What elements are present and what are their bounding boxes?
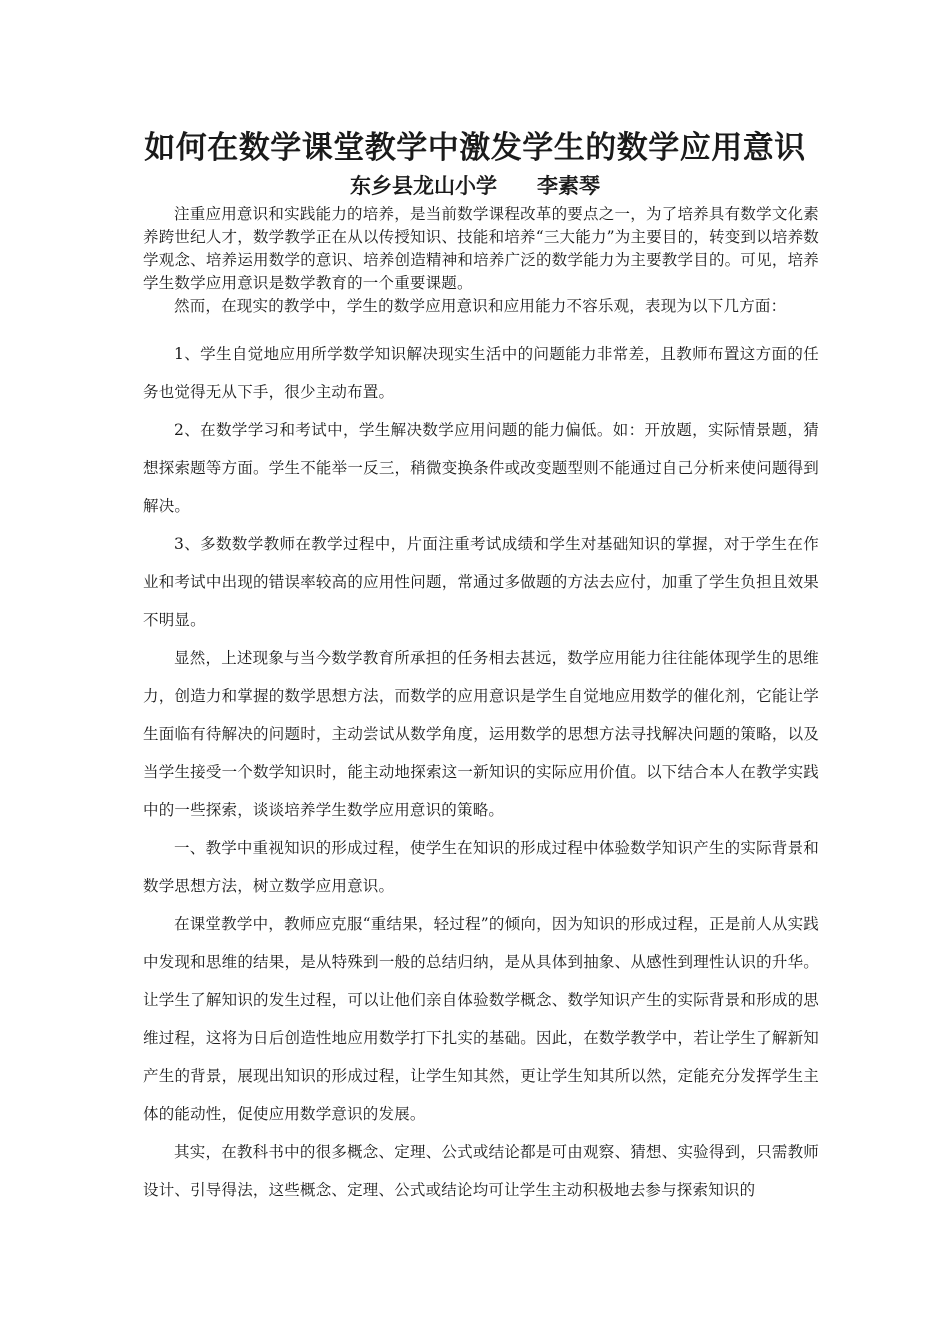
school-name: 东乡县龙山小学 xyxy=(350,173,497,198)
body-paragraph: 在课堂教学中，教师应克服“重结果，轻过程”的倾向，因为知识的形成过程，正是前人从实践中发现和思维的结果，是从特殊到一般的总结归纳，是从具体到抽象、从感性到理性认识的升华。让学生了解知识的发生过程，可以让他们亲自体验数学概念、数学知识产生的实际背景和形成的思维过程，这将为日后创造性地应用数学打下扎实的基础。因此，在数学教学中，若让学生了解新知产生的背景，展现出知识的形成过程，让学生知其然，更让学生知其所以然，定能充分发挥学生主体的能动性，促使应用数学意识的发展。 xyxy=(143,915,819,1123)
author-name: 李素琴 xyxy=(537,173,600,198)
body-paragraph: 其实，在教科书中的很多概念、定理、公式或结论都是可由观察、猜想、实验得到，只需教师设计、引导得法，这些概念、定理、公式或结论均可让学生主动积极地去参与探索知识的 xyxy=(143,1143,819,1199)
intro-section xyxy=(143,203,819,318)
body-paragraph: 2、在数学学习和考试中，学生解决数学应用问题的能力偏低。如：开放题，实际情景题，猜想探索题等方面。学生不能举一反三，稍微变换条件或改变题型则不能通过自己分析来使问题得到解决。 xyxy=(143,421,819,515)
body-paragraph: 显然，上述现象与当今数学教育所承担的任务相去甚远，数学应用能力往往能体现学生的思维力，创造力和掌握的数学思想方法，而数学的应用意识是学生自觉地应用数学的催化剂，它能让学生面临有待解决的问题时，主动尝试从数学角度，运用数学的思想方法寻找解决问题的策略，以及当学生接受一个数学知识时，能主动地探索这一新知识的实际应用价值。以下结合本人在教学实践中的一些探索，谈谈培养学生数学应用意识的策略。 xyxy=(143,649,819,819)
main-section xyxy=(143,335,819,1209)
body-paragraph: 3、多数数学教师在教学过程中，片面注重考试成绩和学生对基础知识的掌握，对于学生在作业和考试中出现的错误率较高的应用性问题，常通过多做题的方法去应付，加重了学生负担且效果不明显。 xyxy=(143,535,819,629)
document-title: 如何在数学课堂教学中激发学生的数学应用意识 xyxy=(144,130,806,166)
intro-paragraph: 然而，在现实的教学中，学生的数学应用意识和应用能力不容乐观，表现为以下几方面： xyxy=(174,297,787,315)
body-paragraph: 一、教学中重视知识的形成过程，使学生在知识的形成过程中体验数学知识产生的实际背景和数学思想方法，树立数学应用意识。 xyxy=(143,839,819,895)
intro-paragraph: 注重应用意识和实践能力的培养，是当前数学课程改革的要点之一，为了培养具有数学文化素养跨世纪人才，数学教学正在从以传授知识、技能和培养“三大能力”为主要目的，转变到以培养数学观念、培养运用数学的意识、培养创造精神和培养广泛的数学能力为主要教学目的。可见，培养学生数学应用意识是数学教育的一个重要课题。 xyxy=(143,205,819,292)
document-byline xyxy=(0,172,950,200)
body-paragraph: 1、学生自觉地应用所学数学知识解决现实生活中的问题能力非常差，且教师布置这方面的任务也觉得无从下手，很少主动布置。 xyxy=(143,345,819,401)
